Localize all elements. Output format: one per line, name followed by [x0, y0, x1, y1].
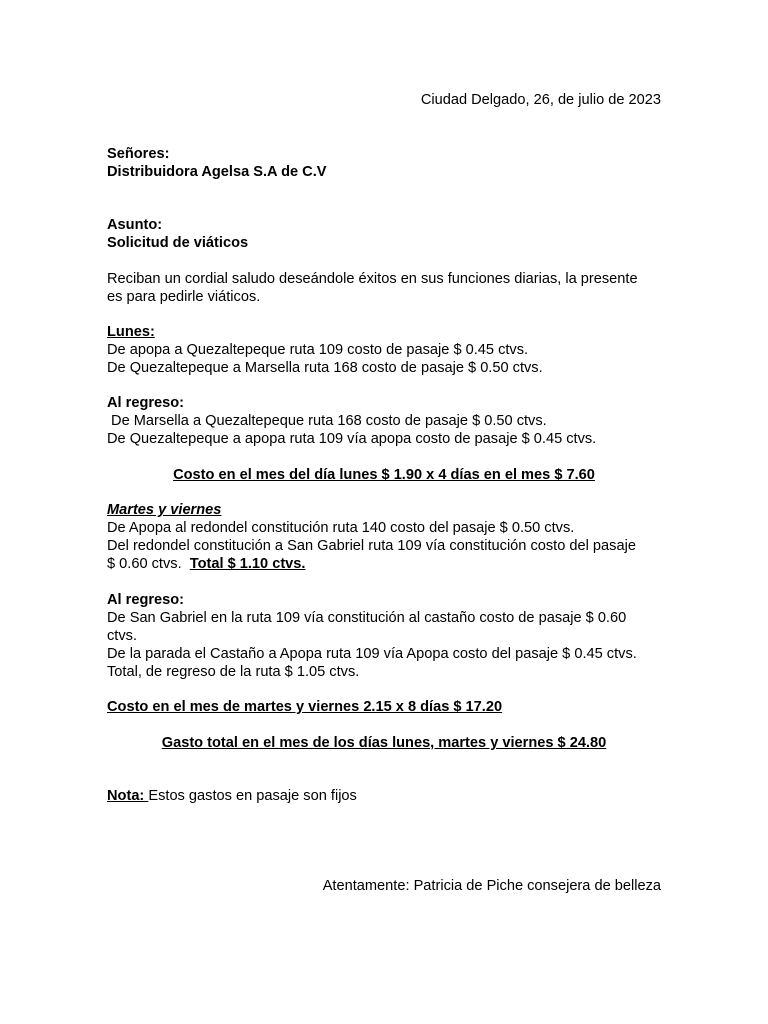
monday-monthly-cost: Costo en el mes del día lunes $ 1.90 x 4 días en el mes $ 7.60 [173, 467, 595, 483]
tuesday-friday-return-heading: Al regreso: [107, 592, 185, 608]
recipient-company: Distribuidora Agelsa S.A de C.V [107, 164, 327, 180]
tuesday-friday-heading: Martes y viernes [107, 502, 222, 518]
monday-return-heading: Al regreso: [107, 395, 185, 411]
subject-label: Asunto: [107, 217, 163, 233]
tuesday-friday-total: Total $ 1.10 ctvs. [189, 556, 306, 572]
monday-line-1: De apopa a Quezaltepeque ruta 109 costo de pasaje $ 0.45 ctvs. [107, 342, 529, 358]
monday-line-2: De Quezaltepeque a Marsella ruta 168 costo de pasaje $ 0.50 ctvs. [107, 360, 543, 376]
monday-return-line-1: De Marsella a Quezaltepeque ruta 168 costo de pasaje $ 0.50 ctvs. [107, 413, 547, 429]
salutation: Señores: [107, 146, 170, 162]
intro-line-2: es para pedirle viáticos. [107, 289, 261, 305]
place-date: Ciudad Delgado, 26, de julio de 2023 [420, 92, 661, 108]
note-label: Nota: [107, 788, 149, 804]
tuesday-friday-monthly-cost: Costo en el mes de martes y viernes 2.15 x 8 días $ 17.20 [107, 699, 503, 715]
subject-text: Solicitud de viáticos [107, 235, 249, 251]
note [107, 787, 667, 805]
note-text: Estos gastos en pasaje son fijos [148, 788, 357, 804]
tuesday-friday-return-line-4: Total, de regreso de la ruta $ 1.05 ctvs. [107, 664, 360, 680]
total-monthly-cost: Gasto total en el mes de los días lunes, martes y viernes $ 24.80 [161, 735, 607, 751]
tuesday-friday-return-line-2: ctvs. [107, 628, 137, 644]
monday-return-line-2: De Quezaltepeque a apopa ruta 109 vía apopa costo de pasaje $ 0.45 ctvs. [107, 431, 597, 447]
monday-heading: Lunes: [107, 324, 155, 340]
tuesday-friday-line-1: De Apopa al redondel constitución ruta 140 costo del pasaje $ 0.50 ctvs. [107, 520, 575, 536]
tuesday-friday-return-line-3: De la parada el Castaño a Apopa ruta 109 vía Apopa costo del pasaje $ 0.45 ctvs. [107, 646, 637, 662]
tuesday-friday-line-3 [107, 555, 667, 573]
signature: Atentamente: Patricia de Piche consejera de belleza [322, 878, 661, 894]
tuesday-friday-line-3-prefix: $ 0.60 ctvs. [107, 556, 190, 572]
intro-line-1: Reciban un cordial saludo deseándole éxitos en sus funciones diarias, la presente [107, 271, 638, 287]
tuesday-friday-return-line-1: De San Gabriel en la ruta 109 vía constitución al castaño costo de pasaje $ 0.60 [107, 610, 627, 626]
tuesday-friday-line-2: Del redondel constitución a San Gabriel ruta 109 vía constitución costo del pasaje [107, 538, 636, 554]
